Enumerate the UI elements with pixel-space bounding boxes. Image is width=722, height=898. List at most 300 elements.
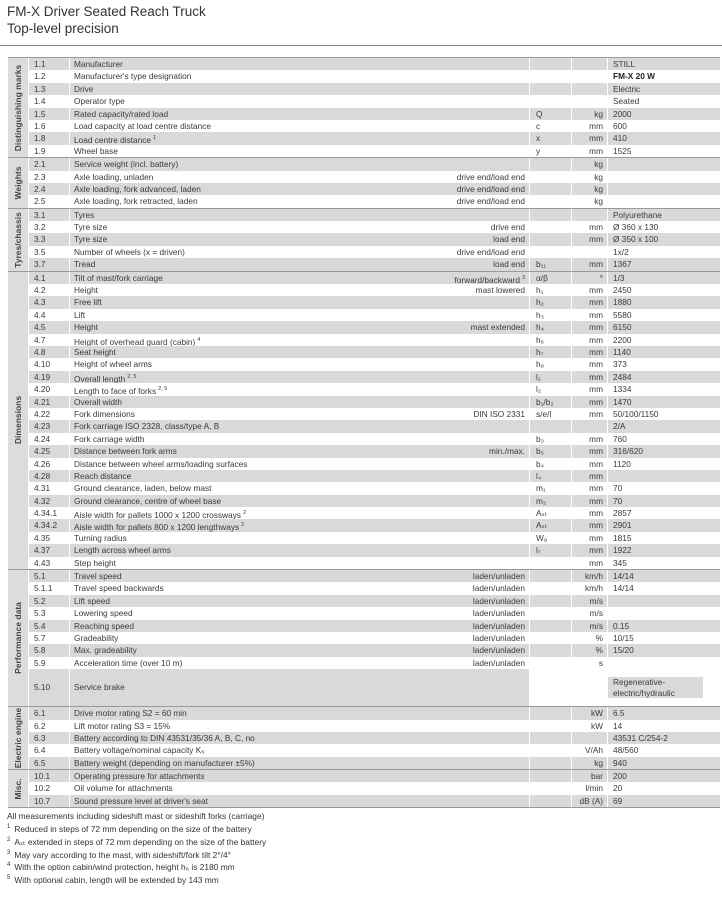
row-description-cell [70,782,530,794]
row-description-cell [70,383,530,395]
row-symbol: b₃ [530,433,572,445]
row-description [74,408,135,420]
row-description-cell [70,221,530,233]
row-description-cell [70,408,530,420]
row-symbol: l₇ [530,544,572,556]
row-description [74,445,177,457]
row-description-cell [70,732,530,744]
section-label [8,570,29,706]
row-value: 1525 [613,145,632,156]
footnote-text: Aₛₜ extended in steps of 72 mm depending on the size of the battery [14,836,267,847]
spec-table [8,57,720,808]
row-symbol [530,657,572,669]
row-description-text: Gradeability [74,632,119,643]
row-description [74,383,167,395]
row-symbol: Aₛₜ [530,519,572,531]
section-dimensions [8,272,720,570]
row-condition-text: laden/unladen [472,583,525,594]
title-divider [0,45,722,46]
row-description-cell [70,470,530,482]
section-label [8,707,29,769]
table-row [29,495,720,507]
row-number: 10.2 [29,782,70,794]
row-number: 5.9 [29,657,70,669]
row-value: 2484 [608,371,720,383]
row-description-text: Turning radius [74,532,127,543]
row-description-cell [70,358,530,370]
row-description-cell [70,346,530,358]
row-number: 5.7 [29,632,70,644]
row-unit: mm [572,383,608,395]
row-description [74,272,163,284]
row-number: 4.3 [29,296,70,308]
row-unit: mm [572,358,608,370]
row-condition [525,383,529,395]
table-row [29,396,720,408]
row-number: 3.1 [29,209,70,221]
row-condition [525,334,529,346]
row-number: 4.5 [29,321,70,333]
section-label [8,770,29,807]
row-unit [572,732,608,744]
row-description-text: Fork carriage ISO 2328, class/type A, B [74,421,220,432]
row-description-cell [70,209,530,221]
table-row [29,120,720,132]
table-row [29,171,720,183]
row-unit: mm [572,396,608,408]
row-description-text: Axle loading, unladen [74,171,154,182]
row-unit: % [572,632,608,644]
row-value: STILL [608,58,720,70]
row-value: 940 [608,757,720,769]
row-condition [457,183,529,195]
row-description-text: Travel speed [74,571,122,582]
row-symbol: h₄ [530,321,572,333]
row-number: 4.21 [29,396,70,408]
row-number: 4.31 [29,482,70,494]
row-symbol: Q [530,108,572,120]
table-row [29,519,720,531]
row-value: Regenerative-electric/hydraulic [608,677,703,698]
row-symbol [530,158,572,170]
row-description [74,258,95,270]
row-description-cell [70,132,530,144]
row-unit [572,209,608,221]
row-number: 4.28 [29,470,70,482]
row-condition-text: drive end/load end [456,246,525,257]
row-value: 316/620 [608,445,720,457]
row-description [74,482,211,494]
row-value: 15/20 [608,644,720,656]
row-description-text: Travel speed backwards [74,583,164,594]
row-value: Electric [608,83,720,95]
row-description-cell [70,233,530,245]
row-condition [473,582,529,594]
row-unit [572,420,608,432]
section-label-text: Distinguishing marks [13,64,23,151]
row-description-text: Free lift [74,297,102,308]
row-description [74,495,221,507]
row-number: 2.4 [29,183,70,195]
row-number: 10.7 [29,795,70,807]
row-symbol [530,183,572,195]
row-description-text: Aisle width for pallets 800 x 1200 lengthways [74,522,240,532]
page-title: FM-X Driver Seated Reach Truck [7,4,206,19]
table-row [29,507,720,519]
row-condition [457,195,529,207]
row-number: 5.2 [29,595,70,607]
row-description-text: Distance between fork arms [74,446,177,457]
row-condition-text: mast extended [470,322,525,333]
row-condition [525,120,529,132]
row-description-text: Height of wheel arms [74,359,152,370]
row-value: 1815 [613,532,632,543]
row-symbol [530,644,572,656]
row-description-text: Length to face of forks [74,385,157,396]
row-unit: mm [572,334,608,346]
row-value: 1470 [608,396,720,408]
table-row [29,383,720,395]
row-condition-text: laden/unladen [472,595,525,606]
table-row [29,744,720,756]
row-description-text: Rated capacity/rated load [74,108,169,119]
table-row [29,309,720,321]
row-number: 2.3 [29,171,70,183]
row-condition [473,570,529,582]
table-row [29,782,720,794]
row-description-cell [70,433,530,445]
row-description [74,221,107,233]
row-description-cell [70,532,530,544]
row-condition [525,346,529,358]
row-number: 5.1 [29,570,70,582]
notes-intro: All measurements including sideshift mast or sideshift forks (carriage) [7,811,265,821]
row-symbol: m₂ [530,495,572,507]
row-unit: bar [572,770,608,782]
row-symbol [530,744,572,756]
row-description [74,58,123,70]
footnote [7,860,266,873]
row-condition [525,371,529,383]
section-performance-data [8,570,720,707]
row-condition [525,495,529,507]
row-condition [525,532,529,544]
row-description [74,246,185,258]
row-value: 2/A [608,420,720,432]
row-description-text: Distance between wheel arms/loading surfaces [74,458,248,469]
row-description-text: Service weight (incl. battery) [74,159,179,170]
table-row [29,770,720,782]
row-value: 14 [613,720,623,731]
row-description [74,620,134,632]
row-description [74,458,247,470]
row-description [74,396,122,408]
row-symbol: h₃ [530,309,572,321]
row-condition-text: laden/unladen [472,657,525,668]
row-number: 1.6 [29,120,70,132]
row-description-cell [70,95,530,107]
footnote-ref: 4 [197,336,201,343]
row-description-text: Reach distance [74,470,132,481]
row-condition [473,657,529,669]
row-unit: mm [572,296,608,308]
table-row [29,221,720,233]
row-condition [457,246,529,258]
row-value [608,183,720,195]
table-row [29,371,720,383]
row-symbol [530,195,572,207]
row-unit: mm [572,445,608,457]
section-label-text: Performance data [13,602,23,674]
row-symbol [530,209,572,221]
row-description [74,519,244,531]
table-row [29,272,720,284]
row-number: 2.1 [29,158,70,170]
row-value: 48/560 [613,745,639,756]
row-number: 4.19 [29,371,70,383]
row-condition [525,158,529,170]
row-description-text: Aisle width for pallets 1000 x 1200 crossways [74,509,241,520]
row-description-text: Height [74,322,98,333]
row-condition [525,669,529,706]
row-unit: kW [572,720,608,732]
row-number: 4.2 [29,284,70,296]
row-symbol [530,83,572,95]
row-description-text: Axle loading, fork advanced, laden [74,183,201,194]
footnote-number: 5 [7,875,11,882]
row-symbol [530,607,572,619]
table-row [29,669,720,706]
row-number: 1.4 [29,95,70,107]
row-symbol [530,595,572,607]
row-unit: m/s [572,620,608,632]
table-row [29,632,720,644]
row-description-text: Number of wheels (x = driven) [74,246,185,257]
row-condition [525,458,529,470]
footnote-ref: 2 [242,510,247,517]
footnote-number: 2 [7,836,11,843]
row-condition [525,519,529,531]
row-description-text: Drive motor rating S2 = 60 min [74,708,187,719]
row-description [74,195,198,207]
footnote [7,873,266,886]
row-description [74,120,211,132]
row-unit [572,95,608,107]
row-description-text: Load centre distance [74,135,152,145]
row-description [74,334,200,346]
section-label-text: Dimensions [13,396,23,445]
table-row [29,183,720,195]
row-unit: mm [572,532,608,544]
row-condition [525,732,529,744]
table-row [29,145,720,157]
table-row [29,795,720,807]
section-electric-engine [8,707,720,770]
row-symbol: c [530,120,572,132]
row-description-text: Sound pressure level at driver's seat [74,795,208,806]
row-description-cell [70,171,530,183]
row-description-text: Fork carriage width [74,433,145,444]
row-condition [525,309,529,321]
row-condition [457,171,529,183]
row-condition-text: DIN ISO 2331 [473,408,525,419]
table-row [29,657,720,669]
row-description-cell [70,309,530,321]
row-unit: mm [572,507,608,519]
row-symbol: m₁ [530,482,572,494]
row-description [74,795,208,807]
row-description [74,284,98,296]
section-misc- [8,770,720,808]
row-unit: % [572,644,608,656]
row-description-cell [70,744,530,756]
row-description-text: Manufacturer [74,59,123,69]
row-description-cell [70,83,530,95]
row-condition [525,83,529,95]
row-condition [525,70,529,82]
row-description-text: Manufacturer's type designation [74,71,192,82]
row-condition [473,607,529,619]
row-unit: mm [572,557,608,569]
row-condition [525,544,529,556]
footnote-number: 1 [7,824,11,830]
footnote-number: 4 [7,862,11,869]
table-row [29,95,720,107]
row-unit: mm [572,221,608,233]
row-number: 4.10 [29,358,70,370]
row-description-cell [70,396,530,408]
row-unit: ° [572,272,608,284]
row-description [74,158,178,170]
row-description-text: Ground clearance, laden, below mast [74,483,212,494]
row-value: 43531 C/254-2 [608,732,720,744]
table-row [29,433,720,445]
row-description-text: Operator type [74,96,125,107]
row-description [74,346,116,358]
row-value: 345 [613,557,627,568]
row-condition [525,132,529,144]
table-row [29,158,720,170]
row-value: Ø 350 x 100 [608,233,720,245]
row-condition [525,296,529,308]
row-condition [473,408,529,420]
row-description-cell [70,507,530,519]
row-symbol [530,221,572,233]
row-unit: mm [572,495,608,507]
row-description-cell [70,58,530,70]
table-row [29,607,720,619]
row-symbol [530,757,572,769]
row-value: 1140 [608,346,720,358]
row-description-text: Lift motor rating S3 = 15% [74,720,171,731]
table-row [29,70,720,82]
row-symbol: h₆ [530,334,572,346]
row-description [74,309,85,321]
row-value [608,657,720,669]
row-description-cell [70,195,530,207]
row-symbol: b₄ [530,458,572,470]
page-subtitle: Top-level precision [7,21,119,36]
section-weights [8,158,720,209]
row-description-cell [70,258,530,270]
row-symbol: h₈ [530,358,572,370]
table-row [29,209,720,221]
row-unit: l/min [572,782,608,794]
row-value [608,607,720,619]
row-symbol [530,570,572,582]
row-description [74,595,110,607]
row-unit: mm [572,482,608,494]
row-unit: kg [572,171,608,183]
row-condition-text: laden/unladen [472,645,525,656]
row-value: Polyurethane [608,209,720,221]
row-description-cell [70,644,530,656]
row-unit: mm [572,258,608,270]
footnote-ref: 3 [521,274,525,281]
row-description-cell [70,582,530,594]
row-number: 1.2 [29,70,70,82]
row-number: 5.3 [29,607,70,619]
row-number: 4.26 [29,458,70,470]
row-symbol [530,707,572,719]
row-description-cell [70,445,530,457]
row-description-text: Load capacity at load centre distance [74,120,211,131]
table-row [29,420,720,432]
row-symbol [530,620,572,632]
row-symbol: α/β [530,272,572,284]
row-description-cell [70,770,530,782]
row-value: Ø 360 x 130 [613,222,659,233]
row-unit: mm [572,233,608,245]
section-label-text: Weights [13,166,23,200]
row-description [74,770,205,782]
row-number: 4.37 [29,544,70,556]
row-number: 6.1 [29,707,70,719]
row-description [74,644,137,656]
row-description-text: Axle loading, fork retracted, laden [74,196,198,207]
row-unit: km/h [572,570,608,582]
row-description-cell [70,371,530,383]
row-value: 2450 [613,285,632,296]
row-number: 1.9 [29,145,70,157]
table-row [29,557,720,569]
row-condition [525,58,529,70]
row-condition-text: laden/unladen [472,620,525,631]
row-condition [525,507,529,519]
row-number: 4.25 [29,445,70,457]
row-symbol: y [530,145,572,157]
table-row [29,757,720,769]
row-number: 3.7 [29,258,70,270]
row-description-text: Battery voltage/nominal capacity K₅ [74,745,205,756]
row-description-text: Lowering speed [74,608,133,619]
row-value: 2857 [613,508,632,519]
row-value: 70 [613,483,623,494]
row-number: 3.5 [29,246,70,258]
row-description-cell [70,657,530,669]
row-number: 6.5 [29,757,70,769]
row-description [74,782,173,794]
table-row [29,334,720,346]
row-value: 373 [613,359,627,370]
table-row [29,732,720,744]
row-symbol [530,58,572,70]
row-unit: mm [572,544,608,556]
row-description-cell [70,607,530,619]
row-condition [525,433,529,445]
row-value: 2901 [608,519,720,531]
footnote-text: With the option cabin/wind protection, height h₆ is 2180 mm [14,862,235,873]
